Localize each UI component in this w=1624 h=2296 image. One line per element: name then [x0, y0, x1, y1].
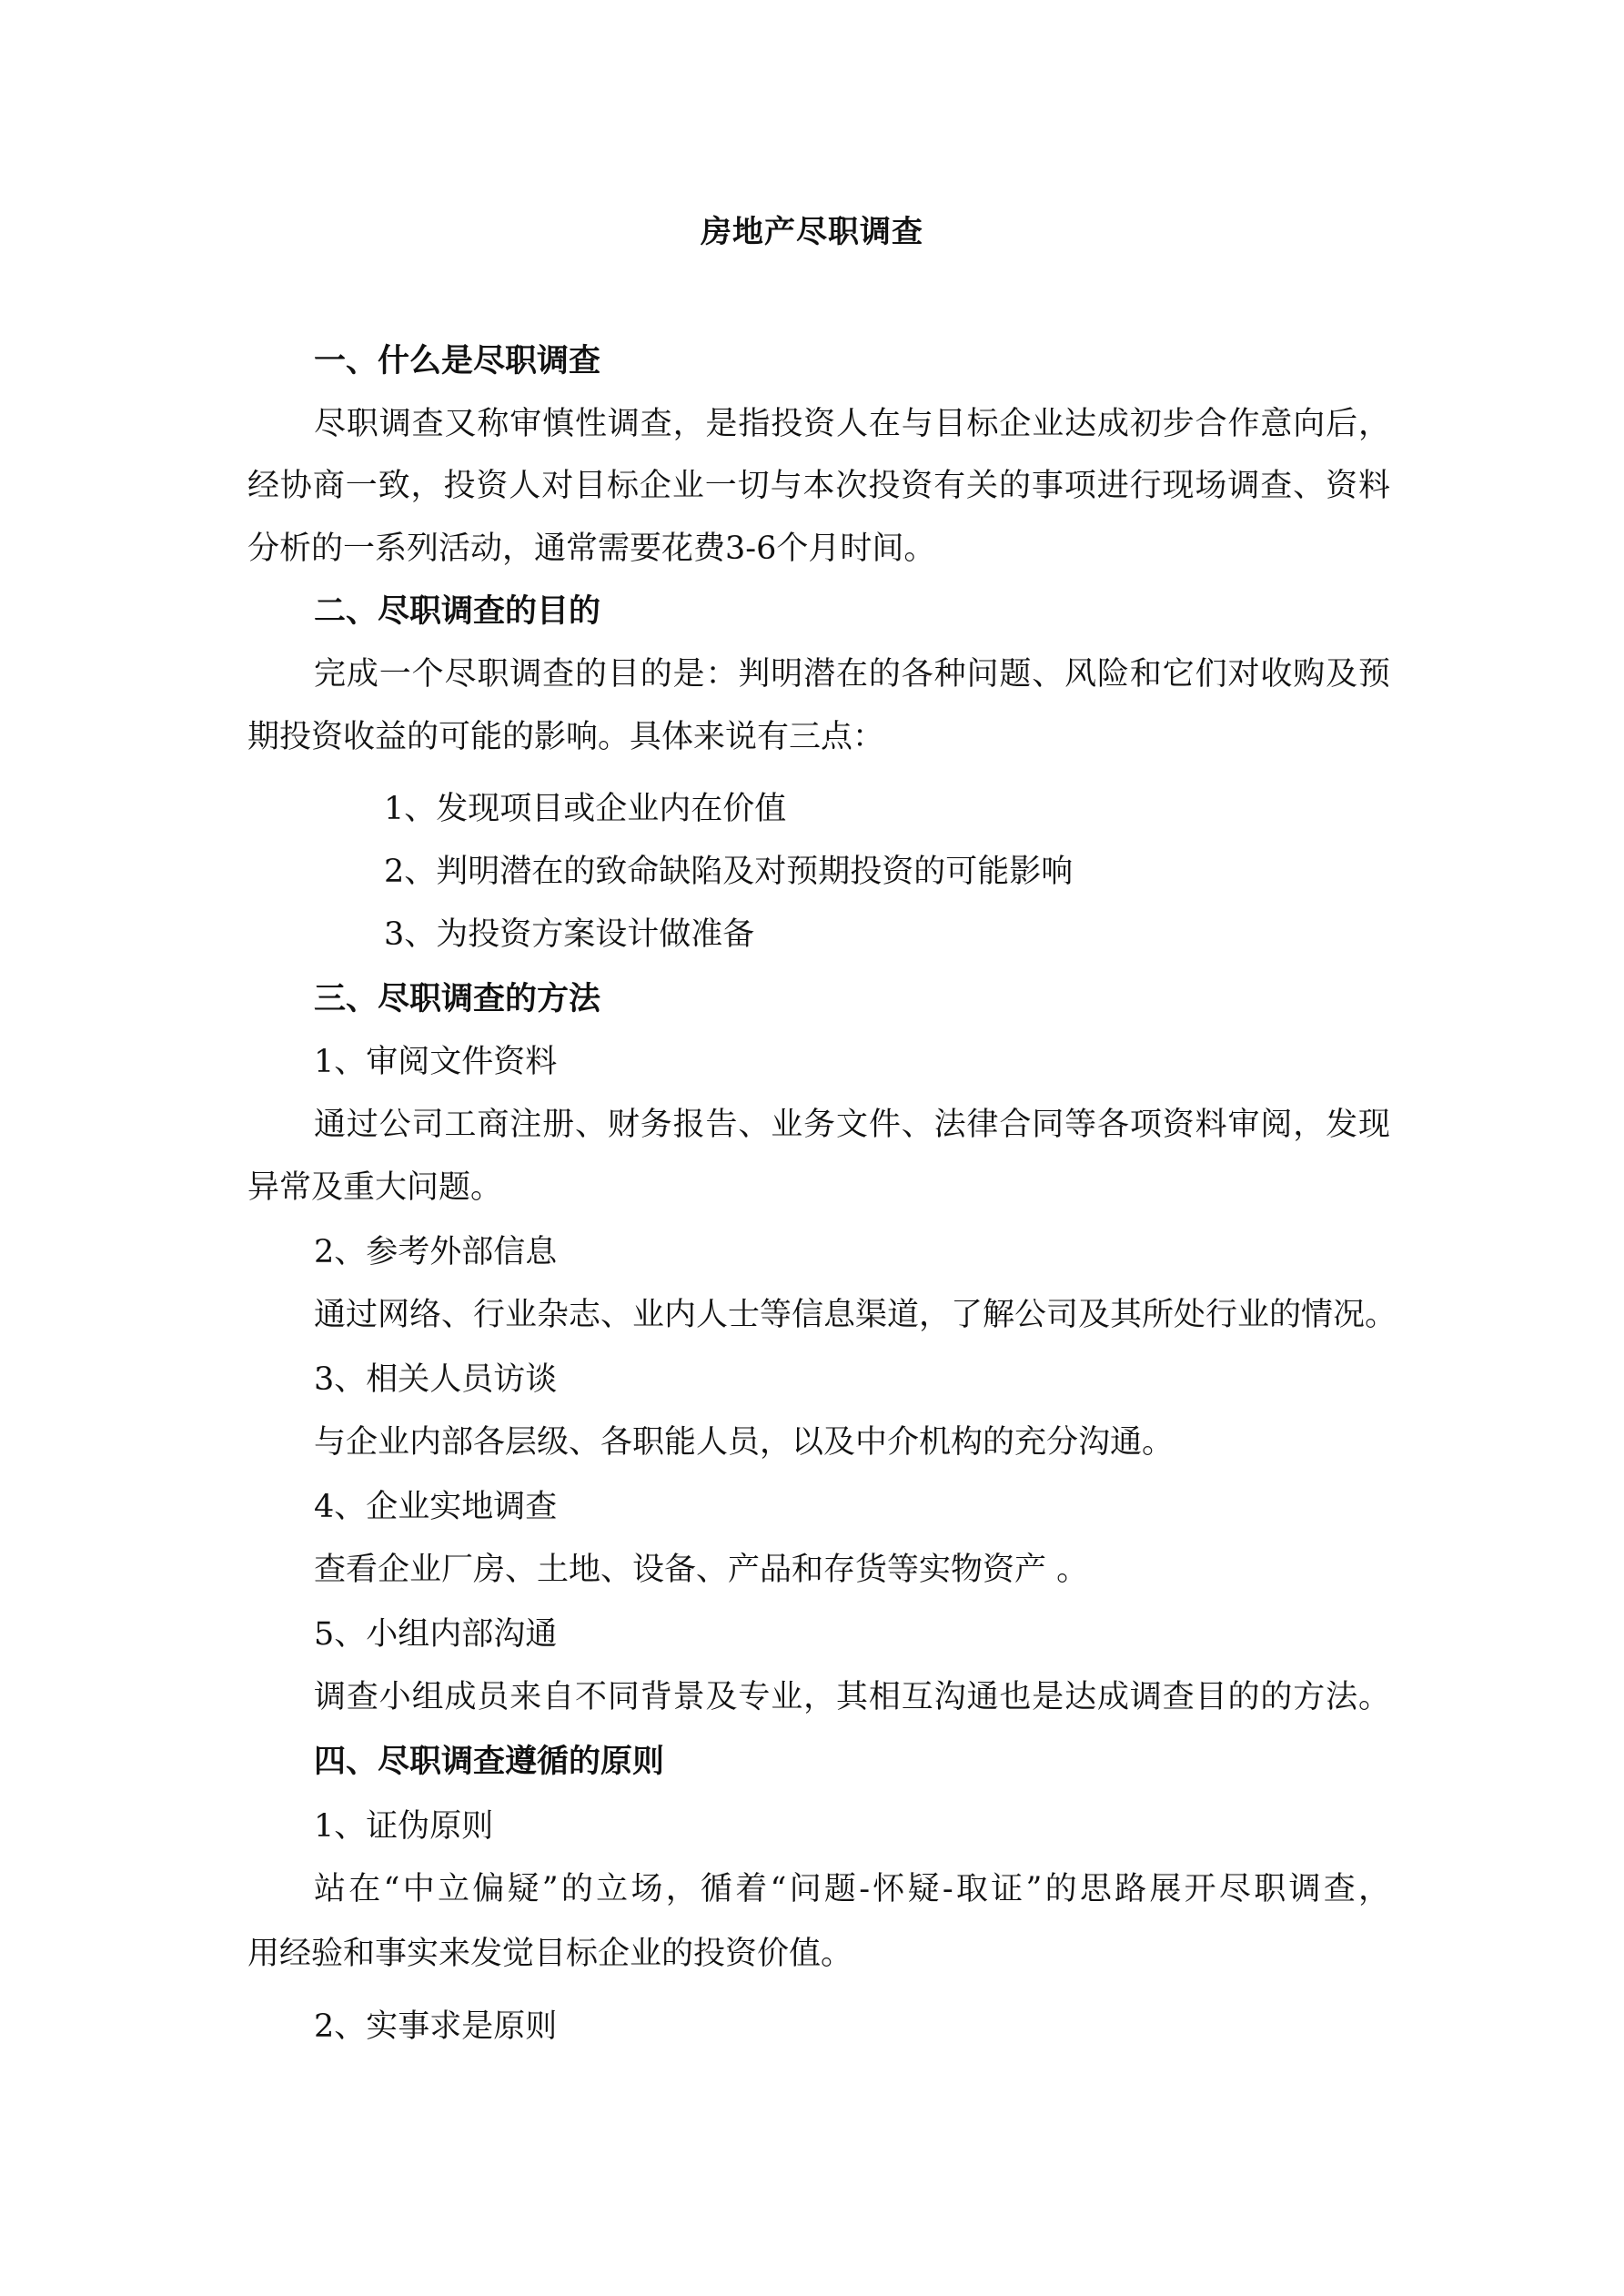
paragraph-line: 异常及重大问题。: [247, 1169, 503, 1206]
method-title: 2、参考外部信息: [314, 1234, 558, 1270]
section-heading-3: 三、尽职调查的方法: [314, 980, 601, 1017]
list-item: 1、发现项目或企业内在价值: [384, 791, 787, 827]
paragraph-line: 期投资收益的可能的影响。具体来说有三点：: [247, 719, 885, 755]
paragraph-line: 尽职调查又称审慎性调查，是指投资人在与目标企业达成初步合作意向后，: [314, 406, 1390, 442]
paragraph-line: 站在“中立偏疑”的立场，循着“问题-怀疑-取证”的思路展开尽职调查，: [314, 1871, 1390, 1907]
method-title: 3、相关人员访谈: [314, 1361, 558, 1398]
paragraph-line: 查看企业厂房、土地、设备、产品和存货等实物资产 。: [314, 1552, 1089, 1588]
paragraph-line: 分析的一系列活动，通常需要花费3-6个月时间。: [247, 531, 936, 567]
principle-title: 1、证伪原则: [314, 1808, 494, 1845]
paragraph-line: 经协商一致，投资人对目标企业一切与本次投资有关的事项进行现场调查、资料: [247, 468, 1390, 504]
paragraph-line: 调查小组成员来自不同背景及专业，其相互沟通也是达成调查目的的方法。: [314, 1679, 1390, 1715]
list-item: 2、判明潜在的致命缺陷及对预期投资的可能影响: [384, 854, 1074, 890]
paragraph-line: 用经验和事实来发觉目标企业的投资价值。: [247, 1936, 853, 1972]
method-title: 5、小组内部沟通: [314, 1616, 558, 1653]
list-item: 3、为投资方案设计做准备: [384, 916, 755, 953]
section-heading-4: 四、尽职调查遵循的原则: [314, 1743, 665, 1780]
method-title: 1、审阅文件资料: [314, 1044, 558, 1080]
document-title: 房地产尽职调查: [701, 214, 923, 250]
paragraph-line: 完成一个尽职调查的目的是：判明潜在的各种问题、风险和它们对收购及预: [314, 656, 1390, 693]
paragraph-line: 与企业内部各层级、各职能人员，以及中介机构的充分沟通。: [314, 1424, 1175, 1461]
paragraph-line: 通过公司工商注册、财务报告、业务文件、法律合同等各项资料审阅，发现: [314, 1107, 1390, 1143]
method-title: 4、企业实地调查: [314, 1489, 558, 1525]
paragraph-line: 通过网络、行业杂志、业内人士等信息渠道，了解公司及其所处行业的情况。: [314, 1297, 1397, 1333]
principle-title: 2、实事求是原则: [314, 2008, 558, 2045]
section-heading-1: 一、什么是尽职调查: [314, 342, 601, 379]
section-heading-2: 二、尽职调查的目的: [314, 592, 601, 630]
